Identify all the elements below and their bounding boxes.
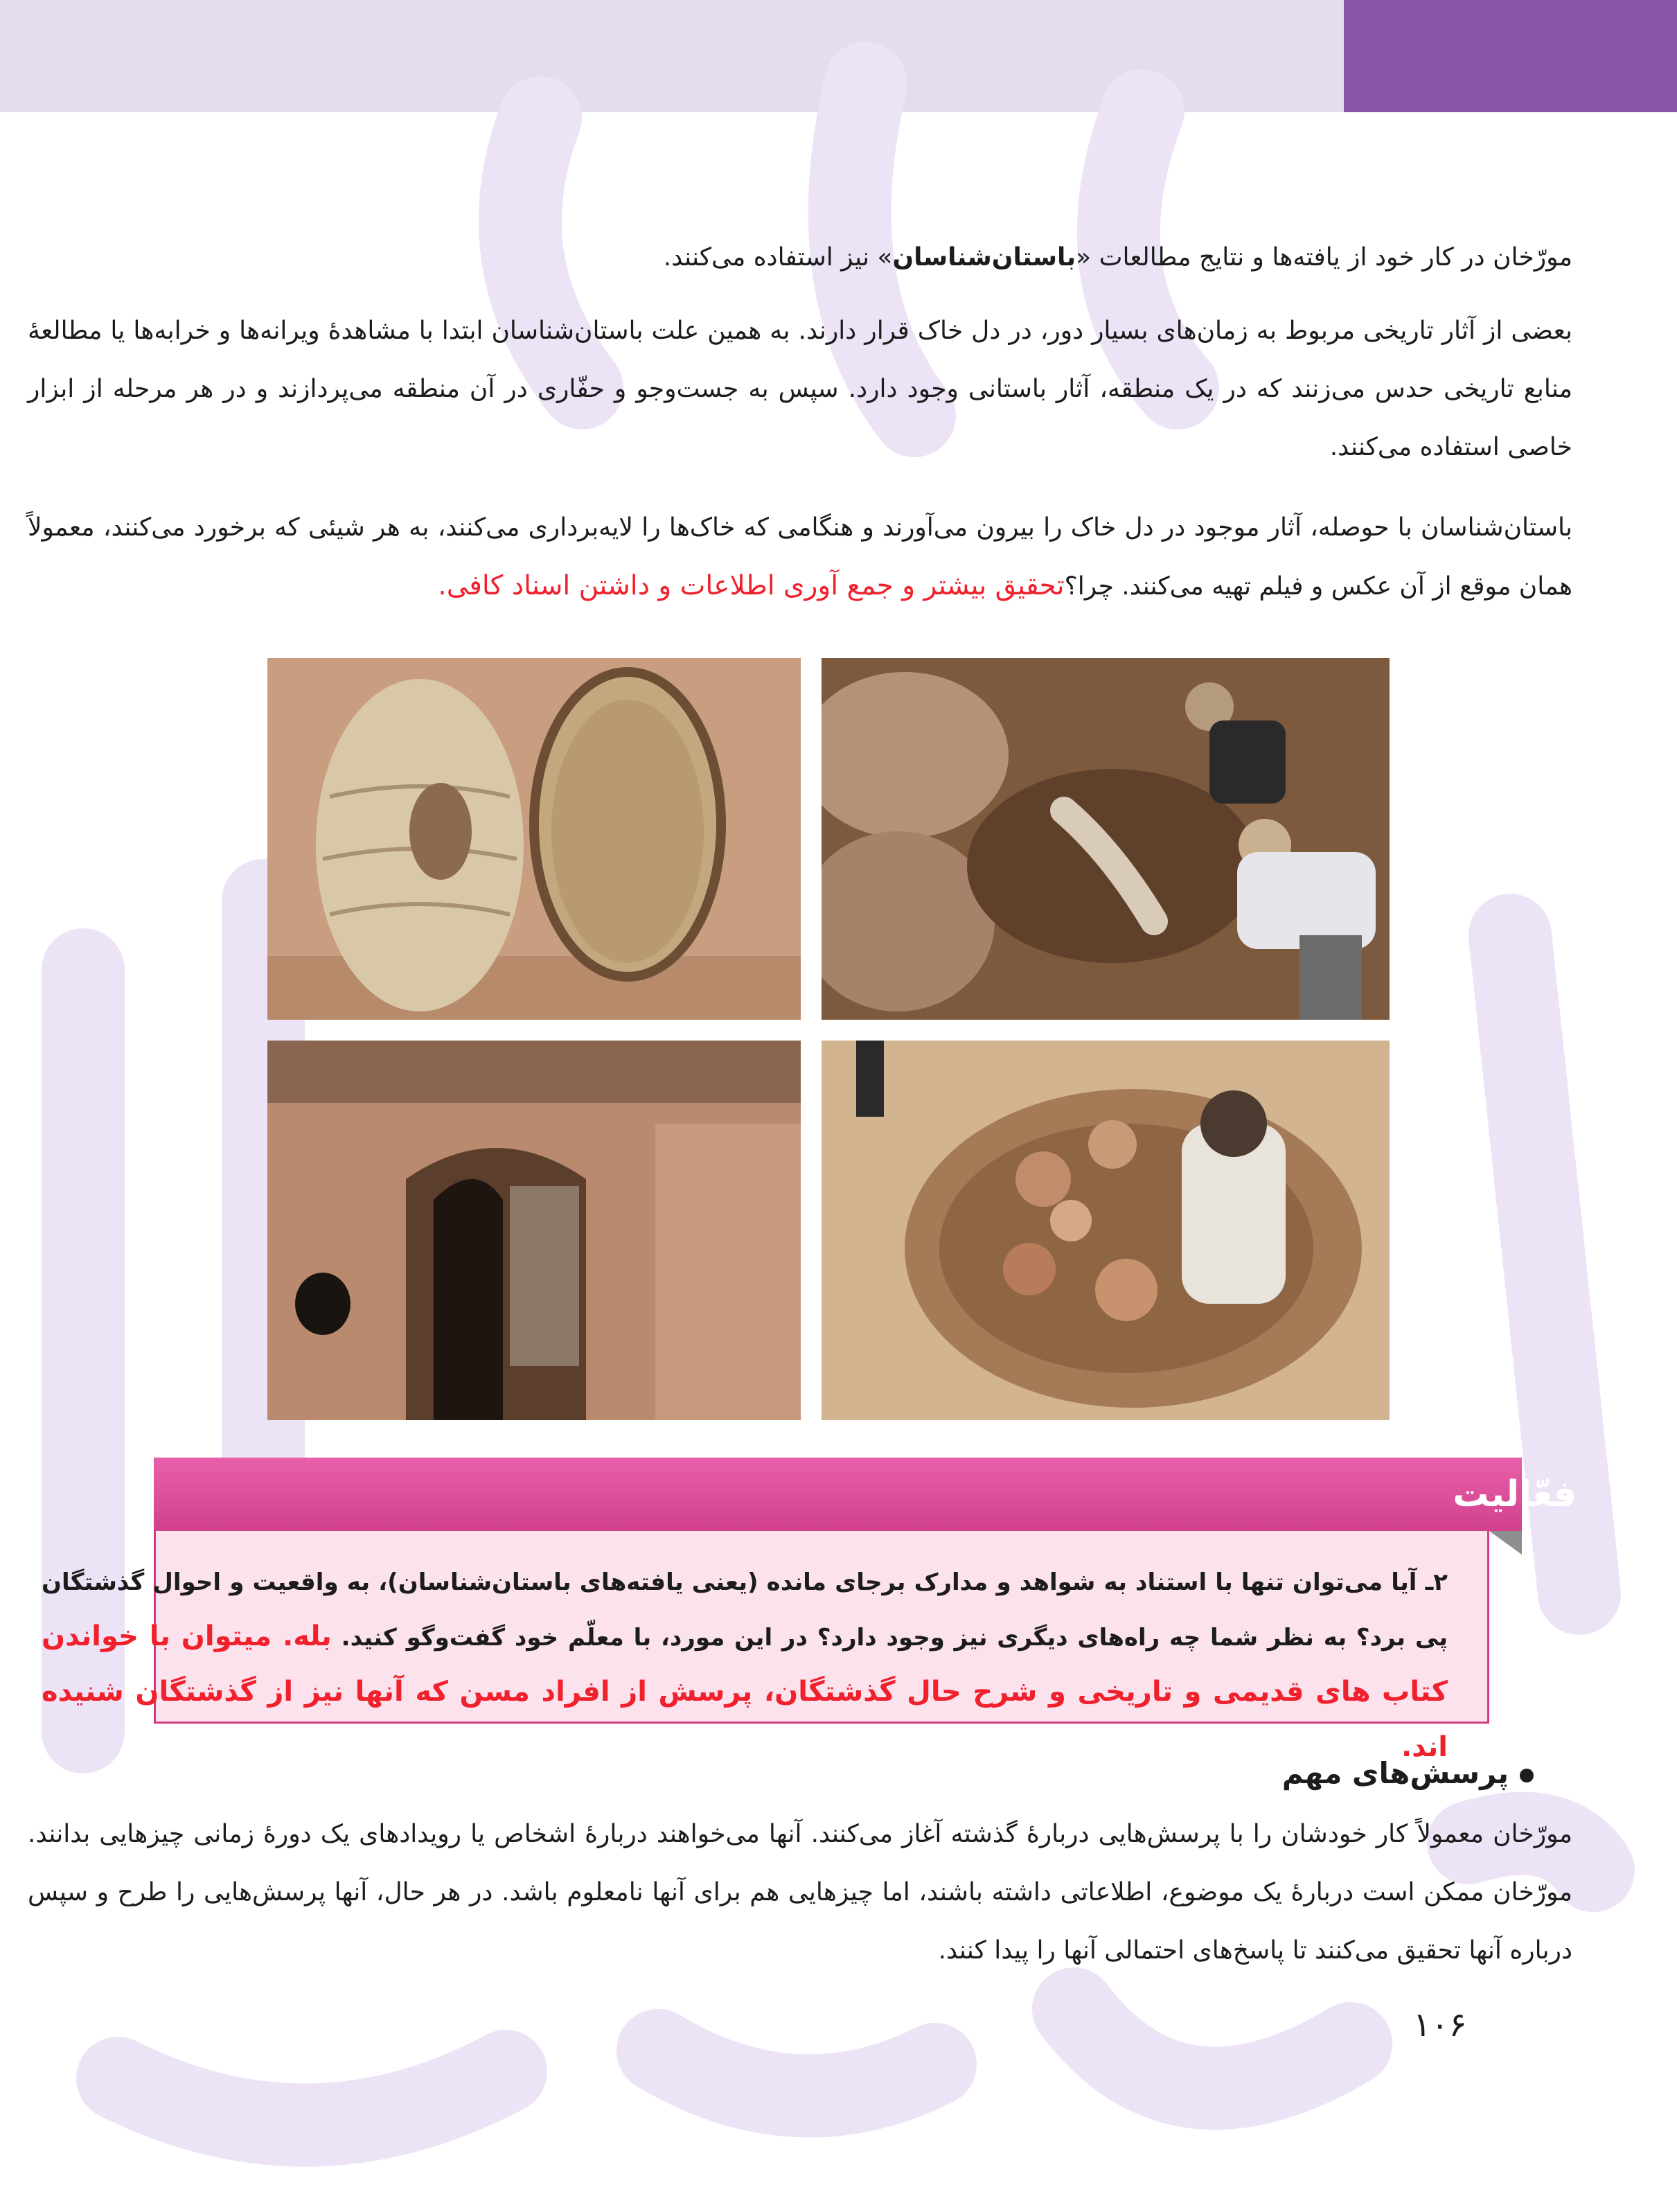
photo-grave-artifacts [822,1041,1390,1420]
activity-header-bar [154,1458,1522,1531]
section-body: مورّخان معمولاً کار خودشان را با پرسش‌هایی دربارهٔ گذشته آغاز می‌کنند. آنها می‌خواهند دربارهٔ اشخاص یا رویدادهای یک دورهٔ زمانی چیزهایی بدانند. مورّخان ممکن است دربارهٔ یک موضوع، اطلاعاتی داشته باشند، اما چیزهایی هم برای آنها نامعلوم باشد. در هر حال، آنها پرسش‌هایی را طرح و سپس درباره آنها تحقیق می‌کنند تا پاسخ‌های احتمالی آنها را پیدا کنند. [28,1820,1572,1965]
keyword-archaeologists: باستان‌شناسان [892,243,1076,272]
photo-archaeologists-digging [822,658,1390,1020]
bullet-icon [1520,1769,1534,1782]
activity-header-fold [1489,1531,1522,1555]
intro-paragraph: مورّخان در کار خود از یافته‌ها و نتایج مطالعات «باستان‌شناسان» نیز استفاده می‌کنند. [663,243,1572,272]
documentation-paragraph: باستان‌شناسان با حوصله، آثار موجود در دل خاک را بیرون می‌آورند و هنگامی که خاک‌ها را لایه‌برداری می‌کنند، به هر شیئی که برخورد می‌کنند، معمولاً همان موقع از آن عکس و فیلم تهیه می‌کنند. چرا؟تحقیق بیشتر و جمع آوری اطلاعات و داشتن اسناد کافی. [28,513,1572,601]
answer-text: تحقیق بیشتر و جمع آوری اطلاعات و داشتن اسناد کافی. [438,570,1065,601]
photo-clay-jars [267,658,801,1020]
page-number: ۱۰۶ [1413,2006,1467,2044]
activity-question: ۲ـ آیا می‌توان تنها با استناد به شواهد و مدارک برجای مانده (یعنی یافته‌های باستان‌شناسان)، به واقعیت و احوال گذشتگان پی برد؟ به نظر شما چه راه‌های دیگری نیز وجود دارد؟ در این مورد، با معلّم خود گفت‌وگو کنید. بله. میتوان با خواندن کتاب های قدیمی و تاریخی و شرح حال گذشتگان، پرسش از افراد مسن که آنها نیز از گذشتگان شنیده اند. [42,1568,1448,1763]
excavation-paragraph: بعضی از آثار تاریخی مربوط به زمان‌های بسیار دور، در دل خاک قرار دارند. به همین علت باستان‌شناسان ابتدا با مشاهدهٔ ویرانه‌ها و خرابه‌ها یا مطالعهٔ منابع تاریخی حدس می‌زنند که در یک منطقه، آثار باستانی وجود دارد. سپس به جست‌وجو و حفّاری در آن منطقه می‌پردازند و در هر مرحله از ابزار خاصی استفاده می‌کنند. [28,317,1572,461]
activity-answer: بله. میتوان با خواندن کتاب های قدیمی و تاریخی و شرح حال گذشتگان، پرسش از افراد مسن که آنها نیز از گذشتگان شنیده اند. [42,1620,1448,1763]
activity-title: فعّالیت [1453,1474,1577,1515]
header-band [0,0,1344,112]
section-heading: پرسش‌های مهم [1282,1749,1534,1798]
header-accent-block [1344,0,1677,112]
photo-tomb-entrance [267,1041,801,1420]
